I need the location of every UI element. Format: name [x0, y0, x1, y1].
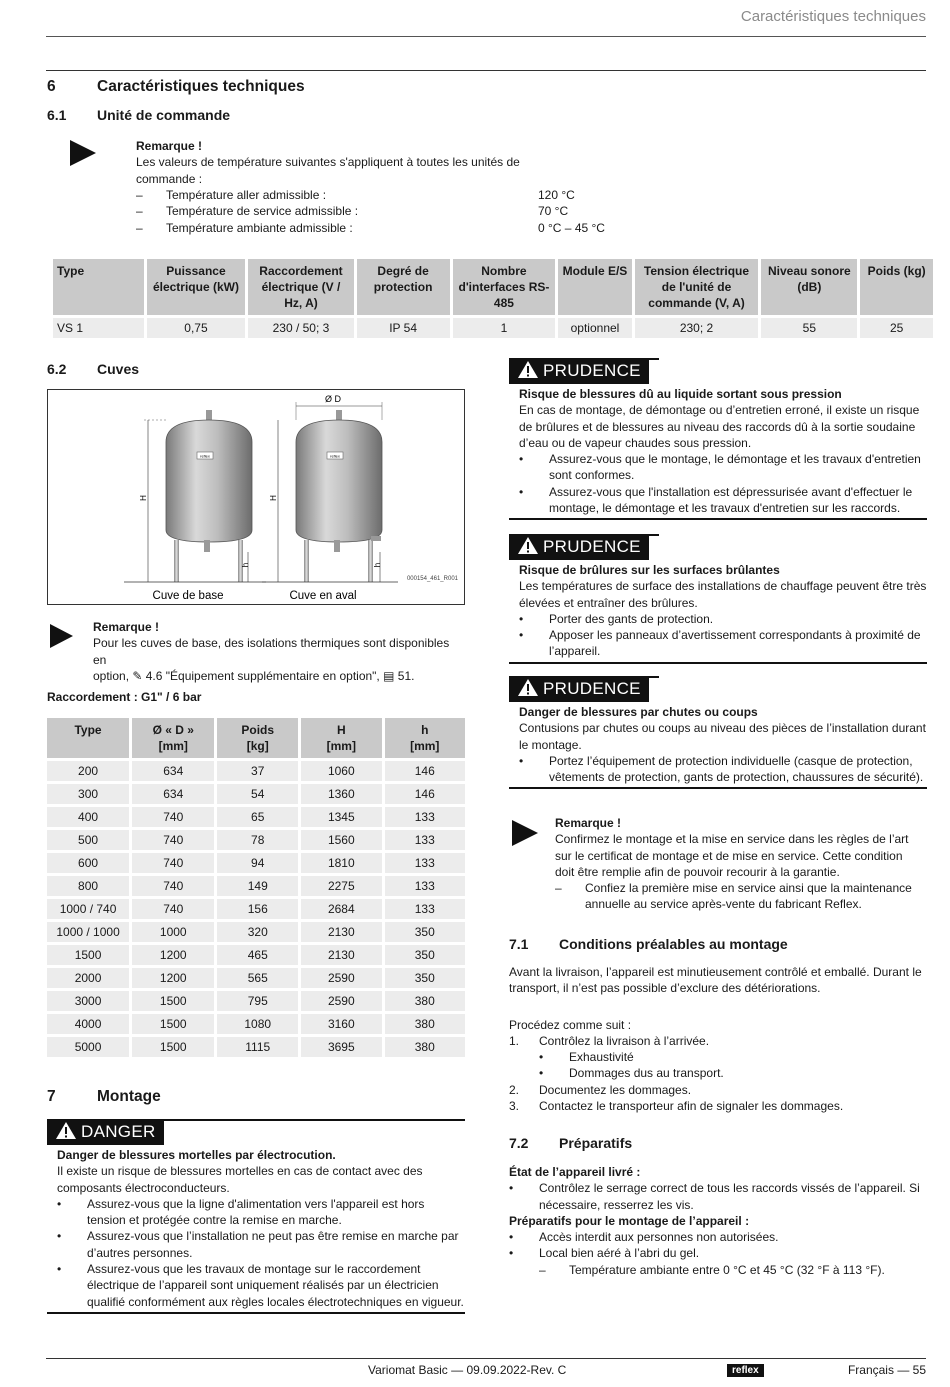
warning-icon	[517, 678, 539, 697]
svg-text:Cuve en aval: Cuve en aval	[289, 590, 357, 602]
table-cell: 465	[217, 945, 298, 965]
table-row	[47, 1037, 465, 1057]
table-cell: 300	[47, 784, 129, 804]
footer-page: Français — 55	[847, 1363, 926, 1377]
list-item: • Porter des gants de protection.	[519, 611, 927, 627]
table-cell: 133	[385, 899, 465, 919]
table-cell: 740	[132, 876, 214, 896]
list-item: • Exhaustivité	[539, 1049, 927, 1065]
footer-rule	[46, 1358, 926, 1359]
list-item: • Contrôlez le serrage correct de tous les raccords vissés de l’appareil. Si nécessaire, resserrez les vis.	[509, 1180, 927, 1213]
section-7-2-heading: 7.2 Préparatifs	[509, 1135, 633, 1151]
table-cell: 2130	[301, 945, 381, 965]
table-cell: 78	[217, 830, 298, 850]
table-cell: 1560	[301, 830, 381, 850]
list-item: • Assurez-vous que la ligne d'alimentation vers l'appareil est hors tension et protégée contre la remise en marche.	[57, 1196, 465, 1229]
svg-text:Ø D: Ø D	[324, 394, 342, 404]
note-arrow-icon	[50, 624, 73, 648]
table-cell: 156	[217, 899, 298, 919]
table-cell: 133	[385, 853, 465, 873]
danger-badge: DANGER	[47, 1119, 164, 1145]
prerequisites-text: Avant la livraison, l’appareil est minutieusement contrôlé et emballé. Durant le transport, il n’est pas possible d’exclure des détériorations. Procédez comme suit : 1. Contrôlez la livraison à l’arrivée. • Exhaustivité • Dommages dus au transport. 2. Documentez les dommages. 3. Contactez le transporteur afin de signaler les dommages.	[509, 964, 927, 1114]
caution-badge: PRUDENCE	[509, 534, 649, 560]
table-cell: 380	[385, 991, 465, 1011]
table-cell: 4000	[47, 1014, 129, 1034]
vessel-table: Type Ø « D » [mm] Poids [kg] H [mm] h [mm] 200 634 37 1060 146 300 634 54 1360 146 400 740 65 1345 133 500 740 78 1560 133 600 740 94 1810 133 800 740 149 2275 133 1000 / 740 740 156 2684 133 1000 / 1000 1000 320 2130 350 1500 1200 465 2130 350 2000 1200 565 2590 350 3000 1500 795 2590 380 4000 1500 1080 3160 380 5000 1500 1115 3695 380	[44, 715, 468, 1060]
section-7-1-heading: 7.1 Conditions préalables au montage	[509, 936, 788, 952]
table-cell: 1200	[132, 968, 214, 988]
temperature-list: – Température aller admissible : 120 °C – Température de service admissible : 70 °C – Température ambiante admissible : 0 °C – 45 °C	[136, 188, 605, 235]
table-cell: 94	[217, 853, 298, 873]
section-7-heading: 7 Montage	[47, 1088, 161, 1105]
table-cell: 37	[217, 761, 298, 781]
table-cell: 565	[217, 968, 298, 988]
caution-falls: PRUDENCE Danger de blessures par chutes ou coups Contusions par chutes ou coups au niveau des pièces de l’installation durant le montage. • Portez l’équipement de protection individuelle (casque de protection, vêtements de protection, gants de protection, chaussures de sécurité).	[509, 676, 927, 789]
vessel-drawing	[48, 390, 464, 604]
table-cell: 380	[385, 1037, 465, 1057]
section-6-2-heading: 6.2 Cuves	[47, 361, 140, 377]
list-item: • Portez l’équipement de protection individuelle (casque de protection, vêtements de protection, gants de protection, chaussures de sécurité).	[519, 753, 927, 786]
warning-icon	[517, 536, 539, 555]
table-row	[47, 899, 465, 919]
svg-text:reflex: reflex	[200, 453, 210, 459]
svg-text:H: H	[139, 495, 148, 501]
table-cell: 2590	[301, 968, 381, 988]
svg-text:reflex: reflex	[330, 453, 340, 459]
caution-pressure: PRUDENCE Risque de blessures dû au liquide sortant sous pression En cas de montage, de démontage ou d’entretien erroné, il existe un risque de brûlures et de blessures au niveau des raccords dû à la sortie soudaine d’eau ou de vapeur chaudes sous pression. • Assurez-vous que le montage, le démontage et les travaux d'entretien sont conformes. • Assurez-vous que l'installation est dépressurisée avant d'effectuer le montage, le démontage et les travaux d'entretien sur les raccords.	[509, 358, 927, 520]
table-cell: 1500	[132, 1037, 214, 1057]
table-cell: 1060	[301, 761, 381, 781]
svg-text:H: H	[269, 495, 278, 501]
table-cell: 800	[47, 876, 129, 896]
table-cell: 600	[47, 853, 129, 873]
table-cell: 380	[385, 1014, 465, 1034]
table-cell: 1080	[217, 1014, 298, 1034]
table-cell: 2684	[301, 899, 381, 919]
table-cell: 500	[47, 830, 129, 850]
table-row	[47, 876, 465, 896]
warning-icon	[517, 360, 539, 379]
section-6-1-heading: 6.1 Unité de commande	[47, 107, 231, 123]
table-cell: 740	[132, 807, 214, 827]
svg-text:000154_461_R001: 000154_461_R001	[406, 576, 458, 582]
list-item: • Assurez-vous que le montage, le démontage et les travaux d'entretien sont conformes.	[519, 451, 927, 484]
vessel-figure	[47, 389, 465, 605]
table-cell: 146	[385, 784, 465, 804]
table-cell: 133	[385, 830, 465, 850]
note-insulation: Remarque ! Pour les cuves de base, des isolations thermiques sont disponibles en option, ✎ 4.6 "Équipement supplémentaire en option", ▤ 51.	[93, 620, 450, 683]
table-cell: 1500	[132, 991, 214, 1011]
table-cell: 1810	[301, 853, 381, 873]
table-cell: 400	[47, 807, 129, 827]
reflex-logo: reflex	[727, 1364, 764, 1377]
danger-notice: DANGER Danger de blessures mortelles par électrocution. Il existe un risque de blessures mortelles en cas de contact avec des composants électroconducteurs. • Assurez-vous que la ligne d'alimentation vers l'appareil est hors tension et protégée contre la remise en marche. • Assurez-vous que l’installation ne peut pas être remise en marche par d’autres personnes. • Assurez-vous que les travaux de montage sur le raccordement électrique de l’appareil sont uniquement réalisés par un électricien qualifié conformément aux règles locales électrotechniques en vigueur.	[47, 1119, 465, 1314]
table-row	[47, 830, 465, 850]
table-cell: 54	[217, 784, 298, 804]
table-cell: 5000	[47, 1037, 129, 1057]
table-cell: 133	[385, 807, 465, 827]
table-row	[47, 1014, 465, 1034]
connection-label: Raccordement : G1" / 6 bar	[47, 690, 202, 704]
section-6-heading: 6 Caractéristiques techniques	[47, 78, 305, 95]
table-cell: 634	[132, 761, 214, 781]
note-arrow-icon	[512, 820, 538, 846]
svg-text:h: h	[241, 562, 250, 568]
table-row: VS 1 0,75 230 / 50; 3 IP 54 1 optionnel 230; 2 55 25	[53, 318, 933, 338]
footer-doc: Variomat Basic — 09.09.2022-Rev. C	[368, 1363, 567, 1377]
table-cell: 2275	[301, 876, 381, 896]
table-cell: 3695	[301, 1037, 381, 1057]
table-cell: 1345	[301, 807, 381, 827]
list-item: 3. Contactez le transporteur afin de signaler les dommages.	[509, 1099, 844, 1114]
control-unit-table: Type Puissance électrique (kW) Raccordement électrique (V / Hz, A) Degré de protection Nombre d'interfaces RS-485 Module E/S Tension électrique de l'unité de commande (V, A) Niveau sonore (dB) Poids (kg) VS 1 0,75 230 / 50; 3 IP 54 1 optionnel 230; 2 55 25	[50, 256, 936, 341]
table-cell: 1200	[132, 945, 214, 965]
list-item: 1. Contrôlez la livraison à l’arrivée. • Exhaustivité • Dommages dus au transport.	[509, 1033, 927, 1082]
list-item: • Accès interdit aux personnes non autorisées.	[509, 1229, 927, 1245]
table-row	[47, 784, 465, 804]
section-rule	[46, 70, 926, 71]
warning-icon	[55, 1121, 77, 1140]
table-cell: 3160	[301, 1014, 381, 1034]
table-row	[47, 761, 465, 781]
table-cell: 1000 / 1000	[47, 922, 129, 942]
svg-text:Cuve de base: Cuve de base	[152, 590, 224, 602]
table-row	[47, 968, 465, 988]
table-cell: 1115	[217, 1037, 298, 1057]
caution-badge: PRUDENCE	[509, 358, 649, 384]
running-title: Caractéristiques techniques	[740, 8, 926, 25]
table-cell: 2000	[47, 968, 129, 988]
table-cell: 200	[47, 761, 129, 781]
table-cell: 320	[217, 922, 298, 942]
table-cell: 1000	[132, 922, 214, 942]
table-cell: 350	[385, 968, 465, 988]
preparations-text: État de l’appareil livré : • Contrôlez le serrage correct de tous les raccords vissés de l’appareil. Si nécessaire, resserrez les vis. Préparatifs pour le montage de l’appareil : • Accès interdit aux personnes non autorisées. • Local bien aéré à l’abri du gel. – Température ambiante entre 0 °C et 45 °C (32 °F à 113 °F).	[509, 1164, 927, 1278]
table-cell: 2590	[301, 991, 381, 1011]
table-cell: 133	[385, 876, 465, 896]
table-cell: 65	[217, 807, 298, 827]
caution-burns: PRUDENCE Risque de brûlures sur les surfaces brûlantes Les températures de surface des installations de chauffage peuvent être très élevées et entraîner des brûlures. • Porter des gants de protection. • Apposer les panneaux d’avertissement correspondants à proximité de l’appareil.	[509, 534, 927, 664]
table-row	[47, 945, 465, 965]
list-item: – Température ambiante entre 0 °C et 45 °C (32 °F à 113 °F).	[539, 1262, 927, 1278]
list-item: • Assurez-vous que l’installation ne peut pas être remise en marche par d’autres personnes.	[57, 1228, 465, 1261]
note-arrow-icon	[70, 140, 96, 166]
table-cell: 795	[217, 991, 298, 1011]
table-cell: 3000	[47, 991, 129, 1011]
caution-badge: PRUDENCE	[509, 676, 649, 702]
table-cell: 146	[385, 761, 465, 781]
table-cell: 1360	[301, 784, 381, 804]
table-row	[47, 853, 465, 873]
table-cell: 740	[132, 853, 214, 873]
list-item: • Assurez-vous que les travaux de montage sur le raccordement électrique de l’appareil sont uniquement réalisés par un électricien qualifié conformément aux règles locales électrotechniques en vigueur.	[57, 1261, 465, 1310]
note-temperatures: Remarque ! Les valeurs de température suivantes s'appliquent à toutes les unités de commande :	[136, 139, 520, 186]
table-row	[47, 991, 465, 1011]
table-cell: 634	[132, 784, 214, 804]
table-cell: 2130	[301, 922, 381, 942]
table-cell: 740	[132, 830, 214, 850]
list-item: • Local bien aéré à l’abri du gel. – Température ambiante entre 0 °C et 45 °C (32 °F à 113 °F).	[509, 1245, 927, 1278]
table-cell: 149	[217, 876, 298, 896]
table-row	[47, 807, 465, 827]
list-item: • Assurez-vous que l'installation est dépressurisée avant d'effectuer le montage, le démontage et les travaux d'entretien sur les raccords.	[519, 484, 927, 517]
table-cell: 1000 / 740	[47, 899, 129, 919]
note-installation: Remarque ! Confirmez le montage et la mise en service dans les règles de l’art sur le certificat de montage et de mise en service. Cette condition doit être remplie afin de pouvoir recourir à la garantie. – Confiez la première mise en service ainsi que la maintenance annuelle au service après-vente du fabricant Reflex.	[555, 815, 925, 913]
list-item: • Apposer les panneaux d’avertissement correspondants à proximité de l’appareil.	[519, 627, 927, 660]
svg-text:h: h	[373, 562, 382, 568]
list-item: – Confiez la première mise en service ainsi que la maintenance annuelle au service après-vente du fabricant Reflex.	[555, 880, 925, 913]
list-item: • Dommages dus au transport.	[539, 1065, 927, 1081]
table-cell: 1500	[47, 945, 129, 965]
table-cell: 740	[132, 899, 214, 919]
table-cell: 350	[385, 945, 465, 965]
table-cell: 1500	[132, 1014, 214, 1034]
table-cell: 350	[385, 922, 465, 942]
header-rule	[46, 36, 926, 37]
table-row	[47, 922, 465, 942]
list-item: 2. Documentez les dommages.	[509, 1082, 692, 1097]
